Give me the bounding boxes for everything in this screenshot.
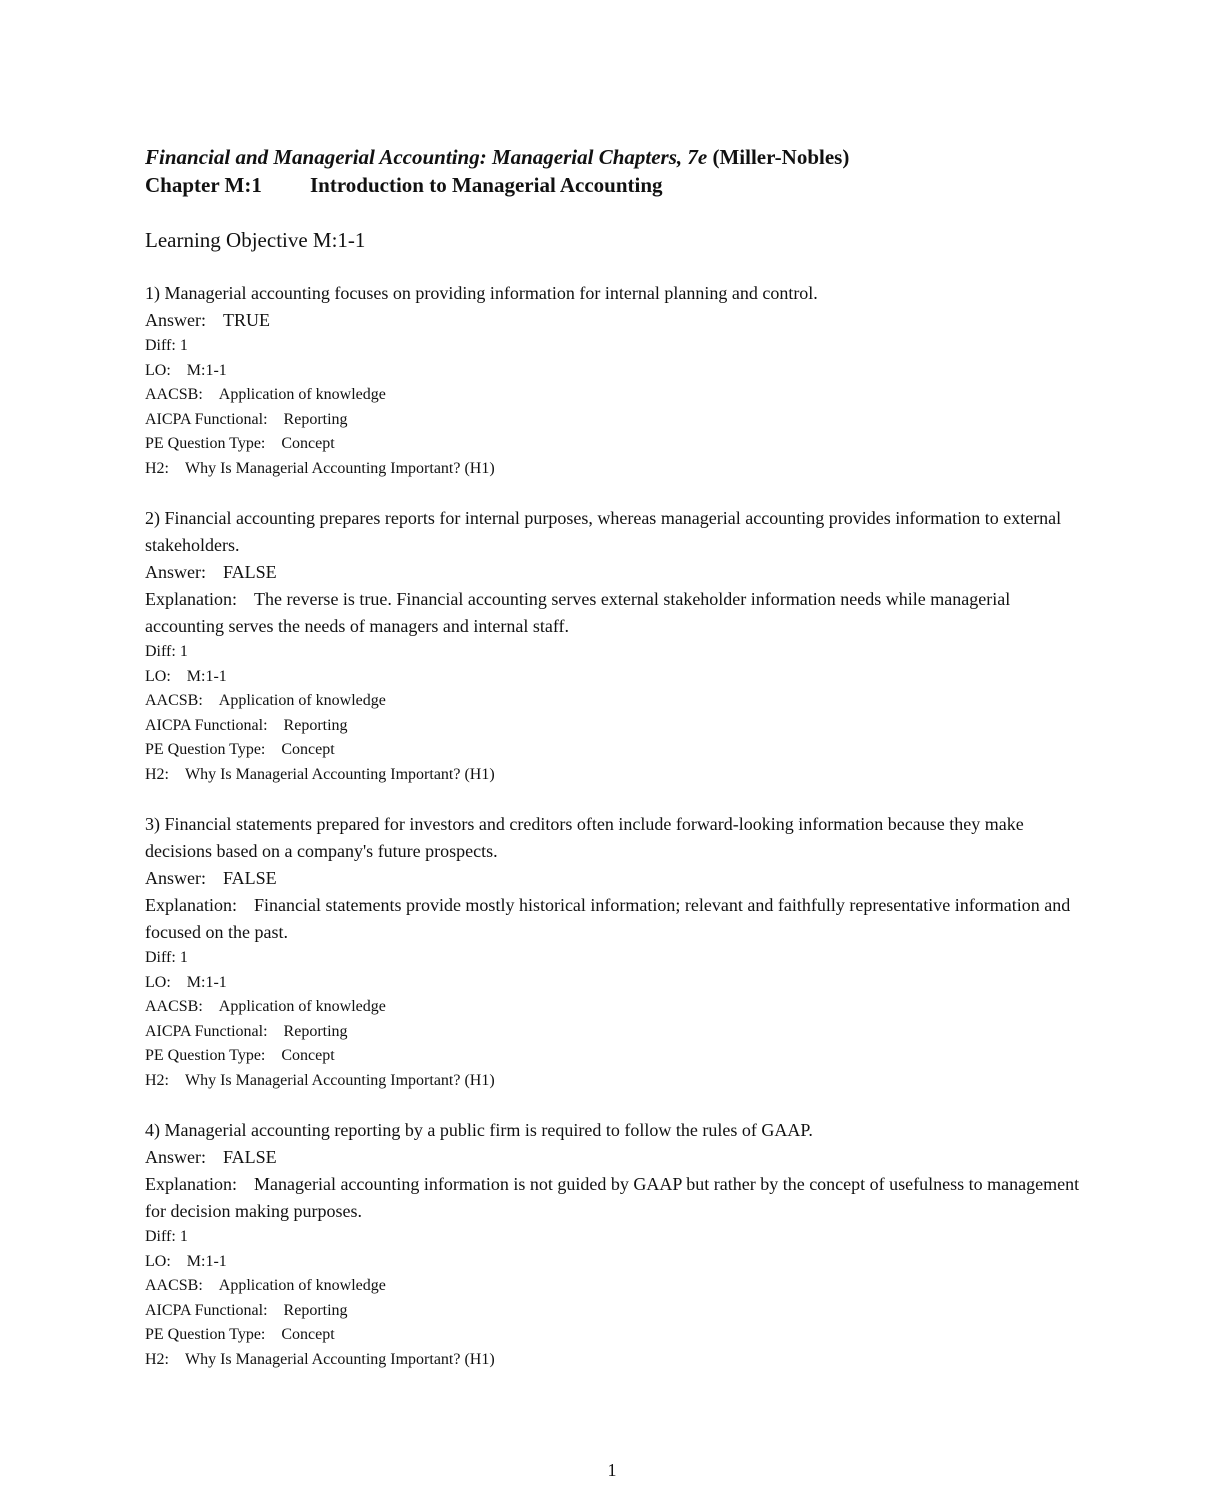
learning-objective-heading: Learning Objective M:1-1 — [145, 228, 366, 252]
answer-line: Answer: FALSE — [145, 1147, 277, 1167]
aicpa-line: AICPA Functional: Reporting — [145, 410, 348, 428]
lo-line: LO: M:1-1 — [145, 973, 227, 991]
h2-line: H2: Why Is Managerial Accounting Important? (H1) — [145, 765, 495, 783]
pe-line: PE Question Type: Concept — [145, 741, 335, 758]
question-text: 3) Financial statements prepared for investors and creditors often include forward-looking information because they make decisions based on a company's future prospects. — [145, 814, 1024, 861]
pe-line: PE Question Type: Concept — [145, 1047, 335, 1064]
explanation-line: Explanation: The reverse is true. Financial accounting serves external stakeholder information needs while managerial accounting serves the needs of managers and internal staff. — [145, 589, 1011, 636]
chapter-heading: Chapter M:1 Introduction to Managerial Accounting — [145, 173, 663, 197]
aicpa-line: AICPA Functional: Reporting — [145, 1301, 348, 1319]
explanation-line: Explanation: Financial statements provide mostly historical information; relevant and faithfully representative information and focused on the past. — [145, 895, 1071, 942]
lo-line: LO: M:1-1 — [145, 361, 227, 379]
diff-line: Diff: 1 — [145, 1228, 188, 1245]
answer-line: Answer: FALSE — [145, 562, 277, 582]
pe-line: PE Question Type: Concept — [145, 1326, 335, 1343]
diff-line: Diff: 1 — [145, 643, 188, 660]
question-block — [145, 811, 1085, 1093]
diff-line: Diff: 1 — [145, 949, 188, 966]
aacsb-line: AACSB: Application of knowledge — [145, 1277, 386, 1294]
lo-line: LO: M:1-1 — [145, 1252, 227, 1270]
aicpa-line: AICPA Functional: Reporting — [145, 716, 348, 734]
answer-line: Answer: FALSE — [145, 868, 277, 888]
h2-line: H2: Why Is Managerial Accounting Important? (H1) — [145, 1350, 495, 1368]
aicpa-line: AICPA Functional: Reporting — [145, 1022, 348, 1040]
document-page — [145, 143, 1085, 1396]
question-block — [145, 505, 1085, 787]
h2-line: H2: Why Is Managerial Accounting Important? (H1) — [145, 459, 495, 477]
question-block — [145, 1117, 1085, 1372]
question-text: 1) Managerial accounting focuses on providing information for internal planning and control. — [145, 283, 818, 303]
pe-line: PE Question Type: Concept — [145, 435, 335, 452]
answer-line: Answer: TRUE — [145, 310, 270, 330]
lo-line: LO: M:1-1 — [145, 667, 227, 685]
h2-line: H2: Why Is Managerial Accounting Important? (H1) — [145, 1071, 495, 1089]
aacsb-line: AACSB: Application of knowledge — [145, 386, 386, 403]
page-number: 1 — [607, 1460, 617, 1480]
aacsb-line: AACSB: Application of knowledge — [145, 692, 386, 709]
question-text: 2) Financial accounting prepares reports for internal purposes, whereas managerial accounting provides information to external stakeholders. — [145, 508, 1062, 555]
question-text: 4) Managerial accounting reporting by a public firm is required to follow the rules of GAAP. — [145, 1120, 813, 1140]
aacsb-line: AACSB: Application of knowledge — [145, 998, 386, 1015]
diff-line: Diff: 1 — [145, 337, 188, 354]
question-block — [145, 280, 1085, 481]
book-title: Financial and Managerial Accounting: Managerial Chapters, 7e (Miller-Nobles) — [145, 145, 850, 169]
explanation-line: Explanation: Managerial accounting information is not guided by GAAP but rather by the concept of usefulness to management for decision making purposes. — [145, 1174, 1080, 1221]
